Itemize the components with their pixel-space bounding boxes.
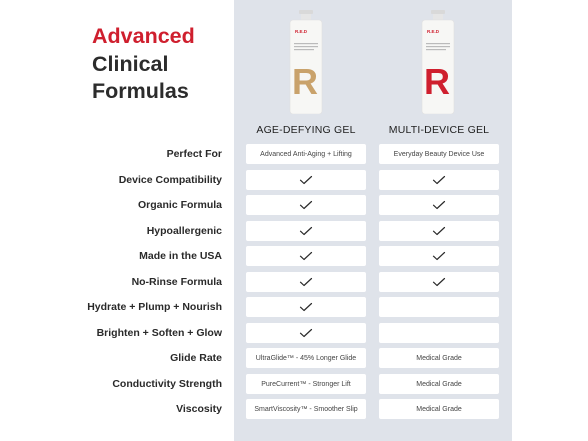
age-cell bbox=[246, 374, 366, 394]
check-icon bbox=[299, 175, 313, 185]
multi-cell bbox=[379, 144, 499, 164]
age-cell bbox=[246, 272, 366, 292]
multi-device-gel-bottle-image bbox=[420, 10, 456, 114]
check-icon bbox=[299, 328, 313, 338]
multi-cell bbox=[379, 399, 499, 419]
check-icon bbox=[299, 200, 313, 210]
age-bottle-logo: R bbox=[292, 61, 318, 102]
row-label: Viscosity bbox=[176, 403, 222, 415]
row-label: Conductivity Strength bbox=[112, 378, 222, 390]
check-icon bbox=[299, 251, 313, 261]
age-cell bbox=[246, 221, 366, 241]
multi-cell-text: Everyday Beauty Device Use bbox=[393, 150, 485, 158]
age-cell-text: UltraGlide™ - 45% Longer Glide bbox=[255, 354, 357, 362]
check-icon bbox=[432, 251, 446, 261]
headline-line-2: Clinical bbox=[92, 51, 169, 76]
row-label: Perfect For bbox=[166, 148, 222, 160]
row-label: Device Compatibility bbox=[118, 174, 222, 186]
multi-cell bbox=[379, 297, 499, 317]
check-icon bbox=[432, 200, 446, 210]
multi-cell bbox=[379, 323, 499, 343]
multi-cell bbox=[379, 348, 499, 368]
column-header-multi-device: MULTI-DEVICE GEL bbox=[388, 124, 490, 136]
row-label: Hypoallergenic bbox=[146, 225, 222, 237]
row-label: No-Rinse Formula bbox=[131, 276, 222, 288]
multi-bottle-logo: R bbox=[424, 61, 450, 102]
check-icon bbox=[432, 175, 446, 185]
check-icon bbox=[432, 277, 446, 287]
headline-line-3: Formulas bbox=[92, 79, 189, 103]
check-icon bbox=[299, 277, 313, 287]
multi-cell bbox=[379, 195, 499, 215]
age-cell bbox=[246, 399, 366, 419]
age-cell bbox=[246, 348, 366, 368]
age-cell bbox=[246, 144, 366, 164]
multi-bottle-brand: R.E.D bbox=[427, 29, 440, 34]
multi-cell bbox=[379, 272, 499, 292]
multi-cell bbox=[379, 246, 499, 266]
row-label: Organic Formula bbox=[137, 199, 222, 211]
age-cell bbox=[246, 323, 366, 343]
multi-cell bbox=[379, 170, 499, 190]
row-label: Made in the USA bbox=[139, 250, 222, 262]
age-cell-text: Advanced Anti-Aging + Lifting bbox=[260, 150, 352, 158]
check-icon bbox=[299, 302, 313, 312]
age-cell-text: PureCurrent™ - Stronger Lift bbox=[261, 380, 351, 388]
age-cell bbox=[246, 246, 366, 266]
multi-cell-text: Medical Grade bbox=[416, 405, 462, 413]
age-bottle-brand: R.E.D bbox=[295, 29, 308, 34]
headline-line-1: Advanced bbox=[92, 24, 195, 48]
multi-cell-text: Medical Grade bbox=[416, 354, 462, 362]
multi-cell bbox=[379, 221, 499, 241]
row-label: Glide Rate bbox=[170, 352, 222, 364]
check-icon bbox=[299, 226, 313, 236]
age-cell bbox=[246, 297, 366, 317]
age-cell bbox=[246, 195, 366, 215]
age-defying-gel-bottle-image bbox=[288, 10, 324, 114]
row-label: Brighten + Soften + Glow bbox=[96, 327, 222, 339]
age-cell-text: SmartViscosity™ - Smoother Slip bbox=[254, 405, 358, 413]
headline bbox=[92, 23, 195, 106]
multi-cell bbox=[379, 374, 499, 394]
column-header-age-defying: AGE-DEFYING GEL bbox=[256, 124, 356, 136]
check-icon bbox=[432, 226, 446, 236]
age-cell bbox=[246, 170, 366, 190]
row-label: Hydrate + Plump + Nourish bbox=[87, 301, 222, 313]
multi-cell-text: Medical Grade bbox=[416, 380, 462, 388]
